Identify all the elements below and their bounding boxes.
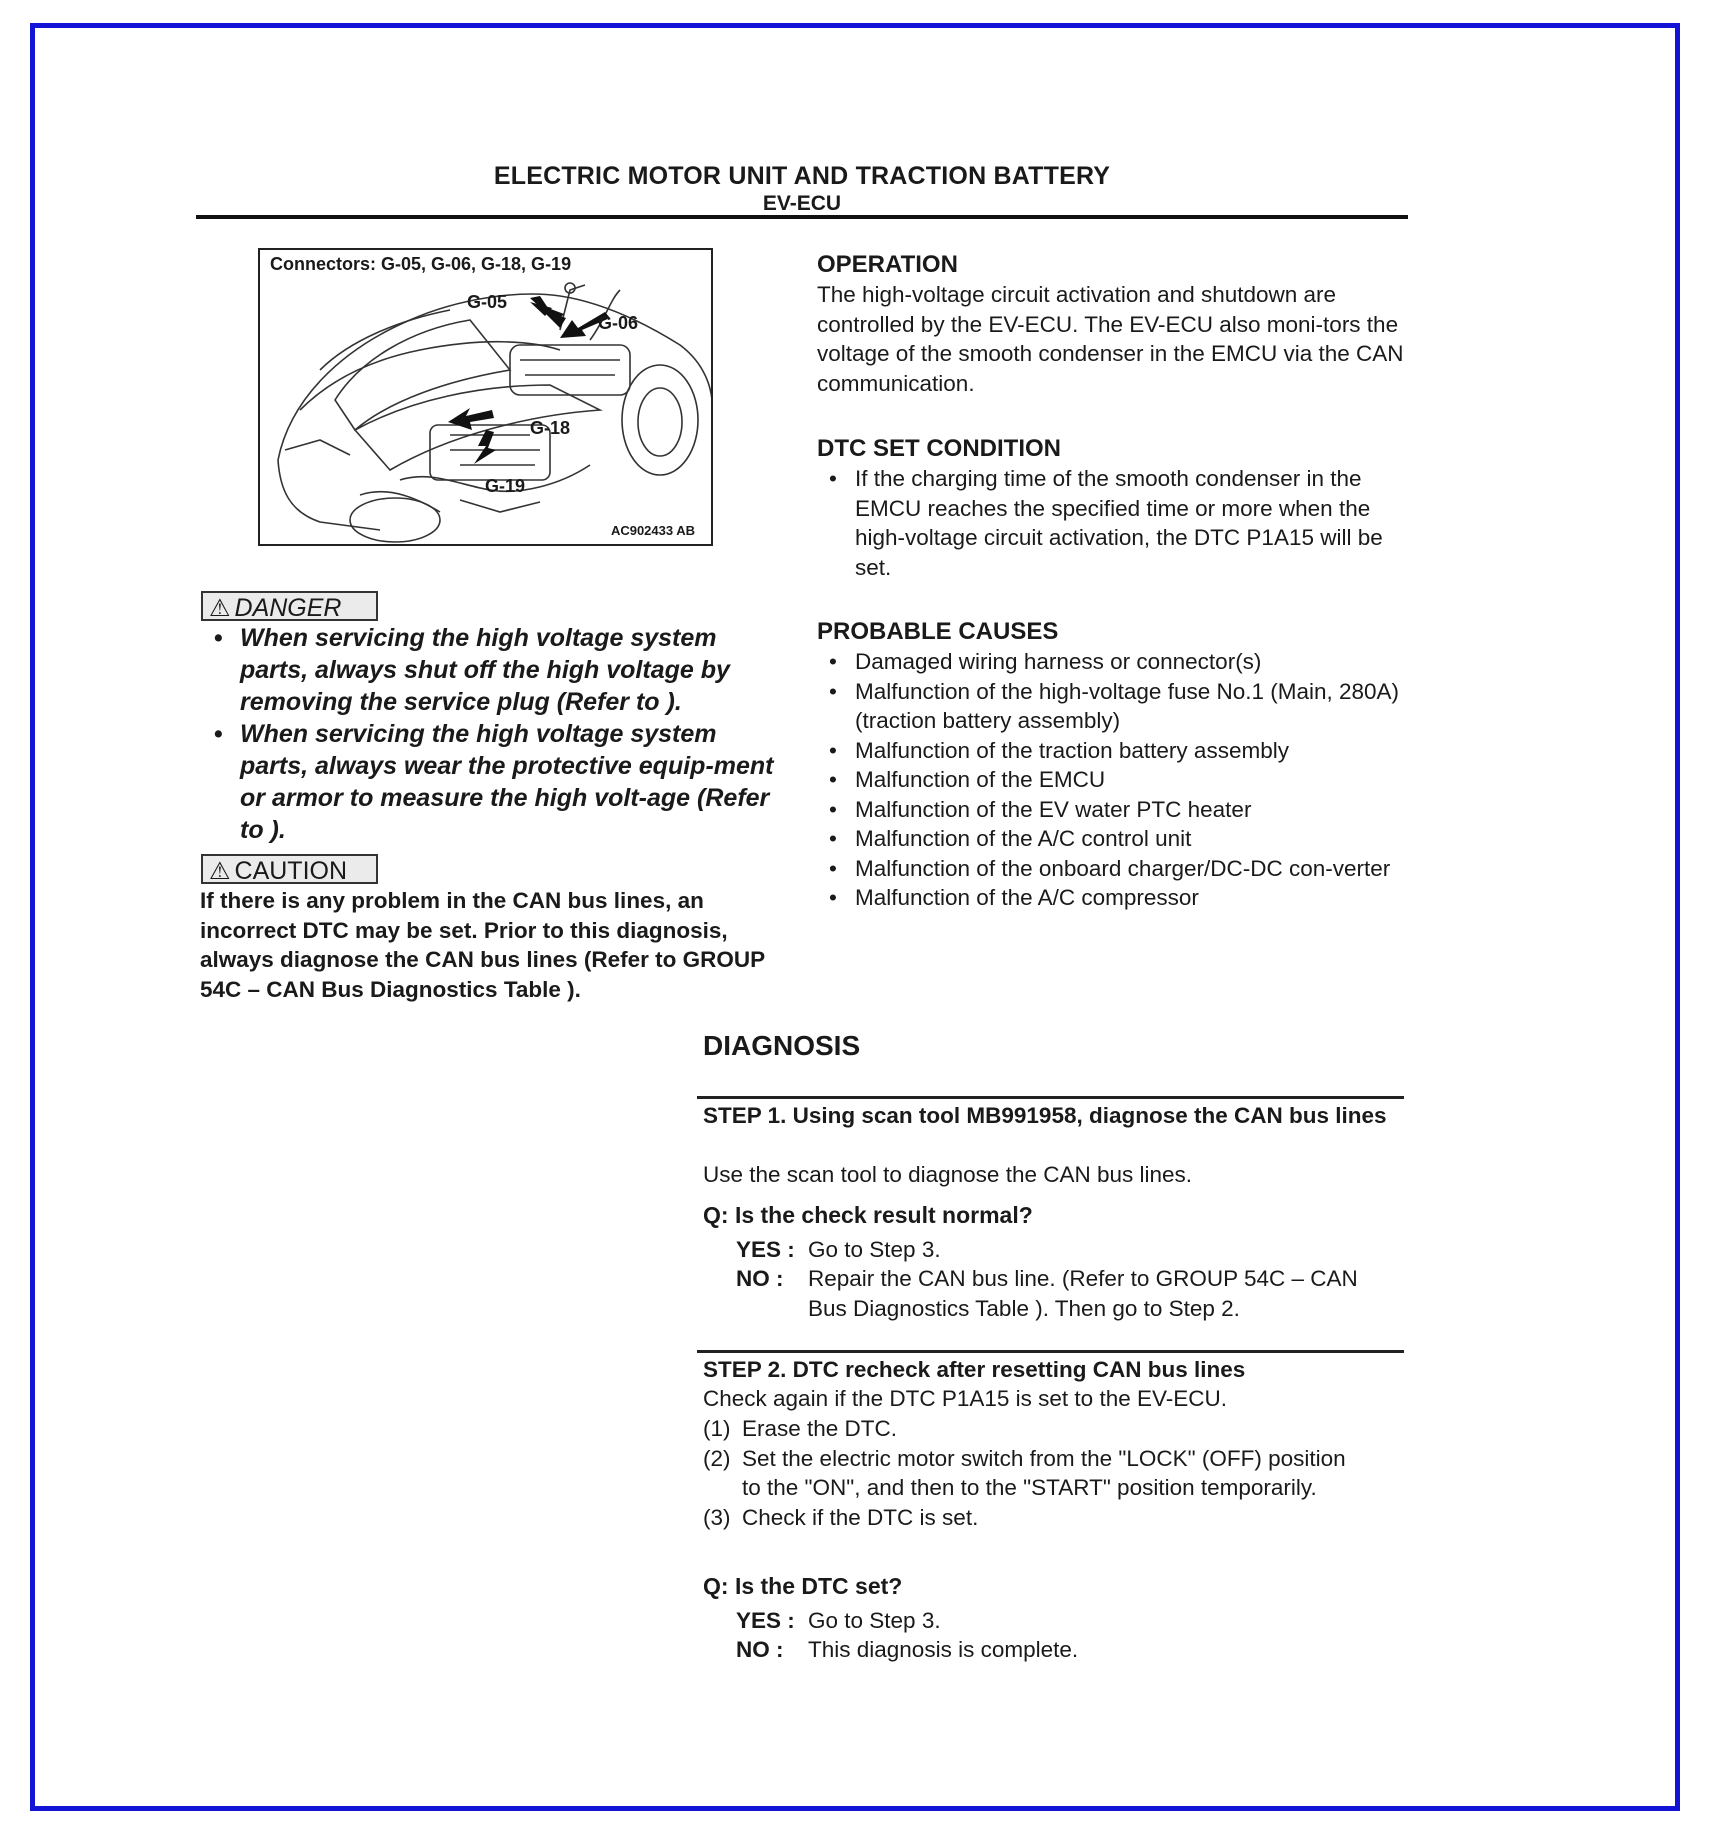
yes-key: YES : <box>736 1237 795 1262</box>
step2-question: Q: Is the DTC set? <box>703 1573 903 1599</box>
page-subtitle: EV-ECU <box>762 192 842 215</box>
page-title: ELECTRIC MOTOR UNIT AND TRACTION BATTERY <box>493 162 1111 190</box>
step1-yes <box>736 1235 1386 1265</box>
cause-item: • Malfunction of the EMCU <box>817 765 1407 795</box>
caution-badge <box>201 854 378 884</box>
yes-text: Go to Step 3. <box>808 1608 941 1633</box>
procedure-number: (2) <box>703 1445 731 1471</box>
connector-label-g05: G-05 <box>467 292 508 312</box>
connector-label-g06: G-06 <box>598 313 639 333</box>
figure-caption: Connectors: G-05, G-06, G-18, G-19 <box>270 254 572 274</box>
step1-rule <box>697 1096 1404 1099</box>
danger-list <box>200 622 790 846</box>
probable-causes-title: PROBABLE CAUSES <box>817 618 1059 645</box>
procedure-text: Check if the DTC is set. <box>742 1504 979 1530</box>
operation-title: OPERATION <box>817 251 958 278</box>
step2-procedure <box>703 1414 1353 1532</box>
caution-text: If there is any problem in the CAN bus lines, an incorrect DTC may be set. Prior to this diagnosis, always diagnose the CAN bus lines (Refer to GROUP 54C – CAN Bus Diagnostics Table ). <box>200 888 765 1002</box>
danger-badge <box>201 591 378 621</box>
procedure-item <box>703 1414 1353 1444</box>
danger-item: • When servicing the high voltage system parts, always wear the protective equip-ment or armor to measure the high volt-age (Refer to ). <box>200 718 790 846</box>
header-rule <box>196 215 1408 219</box>
connector-label-g18: G-18 <box>530 418 571 438</box>
warning-triangle-icon: ⚠ <box>209 858 231 885</box>
cause-item: • Malfunction of the traction battery assembly <box>817 736 1407 766</box>
cause-item: • Malfunction of the onboard charger/DC-DC con-verter <box>817 854 1407 884</box>
procedure-number: (1) <box>703 1416 731 1441</box>
caution-label: CAUTION <box>234 857 348 885</box>
dtc-set-condition-title: DTC SET CONDITION <box>817 435 1061 462</box>
procedure-number: (3) <box>703 1504 731 1530</box>
step2-yes <box>736 1606 1386 1636</box>
no-key: NO : <box>736 1266 784 1291</box>
cause-item: • Damaged wiring harness or connector(s) <box>817 647 1407 677</box>
connector-location-figure <box>258 248 713 546</box>
probable-causes-list <box>817 647 1407 913</box>
procedure-text: Set the electric motor switch from the "LOCK" (OFF) position to the "ON", and then to the "START" position temporarily. <box>742 1445 1346 1500</box>
yes-text: Go to Step 3. <box>808 1237 941 1262</box>
diagnosis-title: DIAGNOSIS <box>703 1030 861 1061</box>
step1-text: Use the scan tool to diagnose the CAN bus lines. <box>703 1162 1193 1187</box>
dtc-set-condition-item: • If the charging time of the smooth condenser in the EMCU reaches the specified time or more when the high-voltage circuit activation, the DTC P1A15 will be set. <box>817 464 1407 582</box>
step2-text: Check again if the DTC P1A15 is set to the EV-ECU. <box>703 1386 1227 1411</box>
danger-item: • When servicing the high voltage system parts, always shut off the high voltage by removing the service plug (Refer to ). <box>200 622 790 718</box>
step1-question: Q: Is the check result normal? <box>703 1202 1033 1228</box>
procedure-item <box>703 1444 1353 1503</box>
step1-no <box>736 1264 1386 1323</box>
procedure-item <box>703 1503 1353 1533</box>
step2-rule <box>697 1350 1404 1353</box>
no-text: This diagnosis is complete. <box>808 1637 1079 1662</box>
no-text: Repair the CAN bus line. (Refer to GROUP 54C – CAN Bus Diagnostics Table ). Then go to Step 2. <box>808 1266 1358 1321</box>
no-key: NO : <box>736 1637 784 1662</box>
cause-item: • Malfunction of the A/C compressor <box>817 883 1407 913</box>
cause-item: • Malfunction of the EV water PTC heater <box>817 795 1407 825</box>
step1-title: STEP 1. Using scan tool MB991958, diagnose the CAN bus lines <box>703 1103 1387 1128</box>
dtc-set-condition-list <box>817 464 1407 582</box>
operation-text: The high-voltage circuit activation and shutdown are controlled by the EV-ECU. The EV-ECU also moni-tors the voltage of the smooth condenser in the EMCU via the CAN communication. <box>817 282 1404 396</box>
cause-item: • Malfunction of the A/C control unit <box>817 824 1407 854</box>
cause-item: • Malfunction of the high-voltage fuse No.1 (Main, 280A) (traction battery assembly) <box>817 677 1407 736</box>
connector-label-g19: G-19 <box>485 476 526 496</box>
figure-id: AC902433 AB <box>610 523 695 538</box>
danger-label: DANGER <box>234 594 342 622</box>
step2-no <box>736 1635 1386 1665</box>
procedure-text: Erase the DTC. <box>742 1416 898 1441</box>
yes-key: YES : <box>736 1608 795 1633</box>
step2-title: STEP 2. DTC recheck after resetting CAN bus lines <box>703 1357 1246 1382</box>
warning-triangle-icon: ⚠ <box>209 595 231 622</box>
